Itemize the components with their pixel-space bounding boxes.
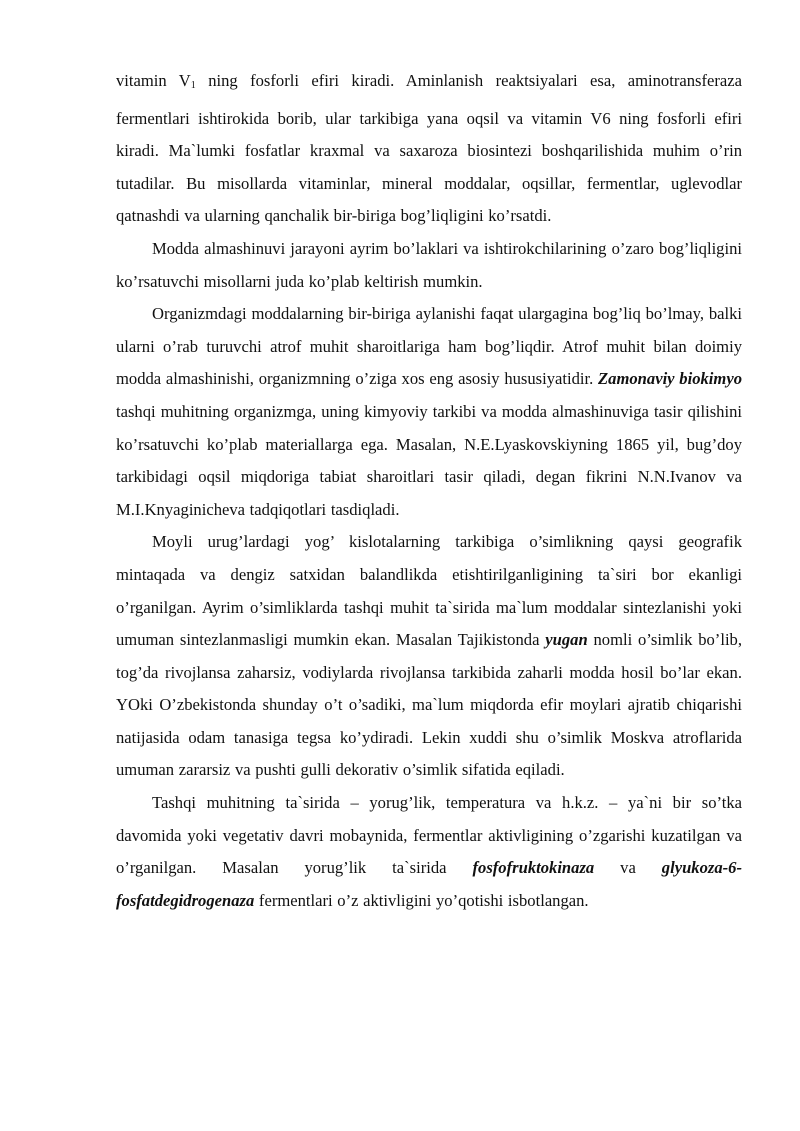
emphasis-zamonaviy-biokimyo: Zamonaviy biokimyo	[598, 369, 742, 389]
paragraph-3-rest: tashqi muhitning organizmga, uning kimyoviy tarkibi va modda almashinuviga tasir qilishini ko’rsatuvchi ko’plab materiallarga ega. Masalan, N.E.Lyaskovskiyning 1865 yil, bug’doy tarkibidagi oqsil miqdoriga tabiat sharoitlari tasir qiladi, degan fikrini N.N.Ivanov va M.I.Knyaginicheva tadqiqotlari tasdiqladi.	[116, 401, 742, 519]
paragraph-5-end: fermentlari o’z aktivligini yo’qotishi isbotlangan.	[254, 890, 589, 910]
paragraph-4-start: Moyli urug’lardagi yog’ kislotalarning tarkibiga o’simlikning qaysi geografik mintaqada va dengiz satxidan balandlikda etishtirilganligining ta`siri bor ekanligi o’rganilgan. Ayrim o’simliklarda tashqi muhit ta`sirida ma`lum moddalar sintezlanishi yoki umuman sintezlanmasligi mumkin ekan. Masalan Tajikistonda	[116, 532, 742, 650]
paragraph-3	[116, 298, 742, 526]
paragraph-3-start: Organizmdagi moddalarning bir-biriga aylanishi faqat ulargagina bog’liq bo’lmay, balki ularni o’rab turuvchi atrof muhit sharoitlariga ham bog’liqdir. Atrof muhit bilan doimiy modda almashinishi, organizmning o’ziga xos eng asosiy hususiyatidir.	[116, 304, 742, 389]
paragraph-4-rest: nomli o’simlik bo’lib, tog’da rivojlansa zaharsiz, vodiylarda rivojlansa tarkibida zaharli modda hosil bo’lar ekan. YOki O’zbekistonda shunday o’t o’sadiki, ma`lum miqdorda efir moylari ajratib chiqarishi natijasida odam tanasiga tegsa ko’ydiradi. Lekin xuddi shu o’simlik Moskva atroflarida umuman zararsiz va pushti gulli dekorativ o’simlik sifatida eqiladi.	[116, 630, 742, 780]
paragraph-4	[116, 526, 742, 787]
paragraph-1-rest: ning fosforli efiri kiradi. Aminlanish reaktsiyalari esa, aminotransferaza fermentlari ishtirokida borib, ular tarkibiga yana oqsil va vitamin V6 ning fosforli efiri kiradi. Ma`lumki fosfatlar kraxmal va saxaroza biosintezi boshqarilishida muhim o’rin tutadilar. Bu misollarda vitaminlar, mineral moddalar, oqsillar, fermentlar, uglevodlar qatnashdi va ularning qanchalik bir-biriga bog’liqligini ko’rsatdi.	[116, 71, 742, 226]
emphasis-yugan: yugan	[545, 630, 588, 650]
vitamin-subscript: 1	[190, 80, 196, 91]
paragraph-5-mid: va	[594, 858, 662, 878]
paragraph-1-start: vitamin V	[116, 71, 191, 90]
paragraph-2: Modda almashinuvi jarayoni ayrim bo’laklari va ishtirokchilarining o’zaro bog’liqligini ko’rsatuvchi misollarni juda ko’plab keltirish mumkin.	[116, 238, 742, 291]
paragraph-5	[116, 787, 742, 917]
emphasis-fosfofruktokinaza: fosfofruktokinaza	[472, 858, 595, 878]
paragraph-1	[116, 65, 742, 233]
emphasis-glyukoza-6-fosfatdegidrogenaza: glyukoza-6-fosfatdegidrogenaza	[116, 858, 742, 910]
paragraph-5-start: Tashqi muhitning ta`sirida – yorug’lik, temperatura va h.k.z. – ya`ni bir so’tka davomida yoki vegetativ davri mobaynida, fermentlar aktivligining o’zgarishi kuzatilgan va o’rganilgan. Masalan yorug’lik ta`sirida	[116, 793, 742, 878]
